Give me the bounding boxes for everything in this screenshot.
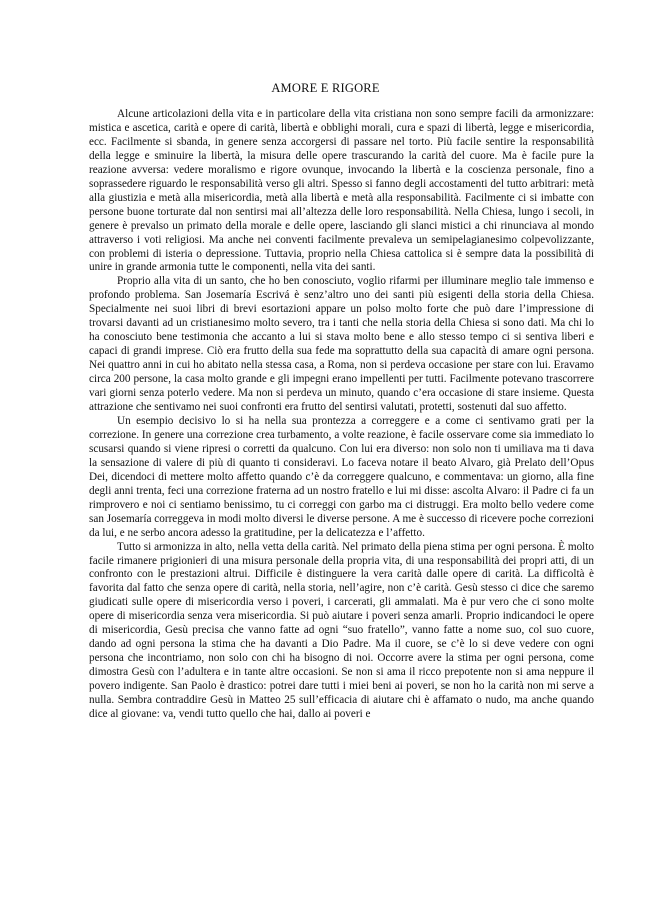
paragraph: Alcune articolazioni della vita e in particolare della vita cristiana non sono sempre facili da armonizzare: mistica e ascetica, carità e opere di carità, libertà e obblighi morali, cura e spazi di libertà, legge e misericordia, ecc. Facilmente si sbanda, in genere senza accorgersi di passare nel torto. Più facile sentire la responsabilità della legge e sminuire la libertà, la misura delle opere trascurando la carità del cuore. Ma è facile pure la reazione avversa: vedere moralismo e rigore ovunque, invocando la libertà e la coscienza personale, fino a soprassedere riguardo le responsabilità verso gli altri. Spesso si fanno degli accostamenti del tutto arbitrari: metà alla giustizia e metà alla misericordia, metà alla libertà e metà alla responsabilità. Facilmente ci si imbatte con persone buone torturate dal non sentirsi mai all’altezza delle loro responsabilità. Nella Chiesa, lungo i secoli, in genere è prevalso un primato della morale e delle opere, lasciando gli slanci mistici a chi rinunciava al mondo attraverso i voti religiosi. Ma anche nei conventi facilmente prevaleva un semipelagianesimo colpevolizzante, con problemi di isteria o depressione. Tuttavia, proprio nella Chiesa cattolica si è sempre data la possibilità di unire in grande armonia tutte le componenti, nella vita dei santi. (89, 108, 594, 274)
paragraph: Proprio alla vita di un santo, che ho ben conosciuto, voglio rifarmi per illuminare meglio tale immenso e profondo problema. San Josemaría Escrivá è senz’altro uno dei santi più esigenti della storia della Chiesa. Specialmente nei suoi libri di brevi esortazioni appare un polso molto forte che può dare l’impressione di trovarsi davanti ad un cristianesimo molto severo, tra i tanti che nella storia della Chiesa si sono dati. Ma chi lo ha conosciuto bene testimonia che accanto a lui si stava molto bene e allo stesso tempo ci si sentiva liberi e capaci di grandi imprese. Ciò era frutto della sua fede ma soprattutto della sua capacità di amare ogni persona. Nei quattro anni in cui ho abitato nella stessa casa, a Roma, non si perdeva occasione per stare con lui. Eravamo circa 200 persone, la casa molto grande e gli impegni erano impellenti per tutti. Facilmente potevano trascorrere vari giorni senza poterlo vedere. Ma non si perdeva un minuto, quando c’era occasione di stare insieme. Questa attrazione che sentivamo nei suoi confronti era frutto del sentirsi valutati, protetti, sostenuti dal suo affetto. (89, 275, 594, 414)
paragraph: Un esempio decisivo lo si ha nella sua prontezza a correggere e a come ci sentivamo grati per la correzione. In genere una correzione crea turbamento, a volte reazione, è facile osservare come sia immediato lo scusarsi quando si viene ripresi o corretti da qualcuno. Con lui era diverso: non solo non ti umiliava ma ti dava la sensazione di valere di più di quanto ti consideravi. Lo faceva notare il beato Alvaro, già Prelato dell’Opus Dei, dicendoci di mettere molto affetto quando c’è da correggere qualcuno, e commentava: un giorno, alla fine degli anni trenta, feci una correzione fraterna ad un nostro fratello e lui mi disse: ascolta Alvaro: il Padre ci fa un rimprovero e noi ci sentiamo benissimo, tu ci correggi con garbo ma ci distruggi. Era molto bello vedere come san Josemaría correggeva in modi molto diversi le diverse persone. A me è successo di ricevere poche correzioni da lui, e ne serbo ancora adesso la gratitudine, per la delicatezza e l’affetto. (89, 414, 594, 539)
document-body (89, 108, 594, 722)
page-title: AMORE E RIGORE (271, 81, 380, 95)
paragraph: Tutto si armonizza in alto, nella vetta della carità. Nel primato della piena stima per ogni persona. È molto facile rimanere prigionieri di una misura personale della propria vita, di una responsabilità dei propri atti, di un confronto con le prestazioni altrui. Difficile è distinguere la vera carità dalle opere di carità. La difficoltà è favorita dal fatto che senza opere di carità, nella storia, nell’agire, non c’è carità. Gesù stesso ci dice che saremo giudicati sulle opere di misericordia verso i poveri, i carcerati, gli ammalati. Ma è pur vero che ci sono molte opere di misericordia senza vera misericordia. Si può aiutare i poveri senza amarli. Proprio indicandoci le opere di misericordia, Gesù precisa che vanno fatte ad ogni “suo fratello”, vanno fatte a nome suo, col suo cuore, dando ad ogni persona la stima che ha davanti a Dio Padre. Ma il cuore, se c’è lo si deve vedere con ogni persona che incontriamo, non solo con chi ha bisogno di noi. Occorre avere la stima per ogni persona, come dimostra Gesù con l’adultera e in tante altre occasioni. Se non si ama il ricco prepotente non si ama neppure il povero indigente. San Paolo è drastico: potrei dare tutti i miei beni ai poveri, se non ho la carità non mi serve a nulla. Sembra contraddire Gesù in Matteo 25 sull’efficacia di aiutare chi è affamato o nudo, ma anche quando dice al giovane: va, vendi tutto quello che hai, dallo ai poveri e (89, 540, 594, 720)
